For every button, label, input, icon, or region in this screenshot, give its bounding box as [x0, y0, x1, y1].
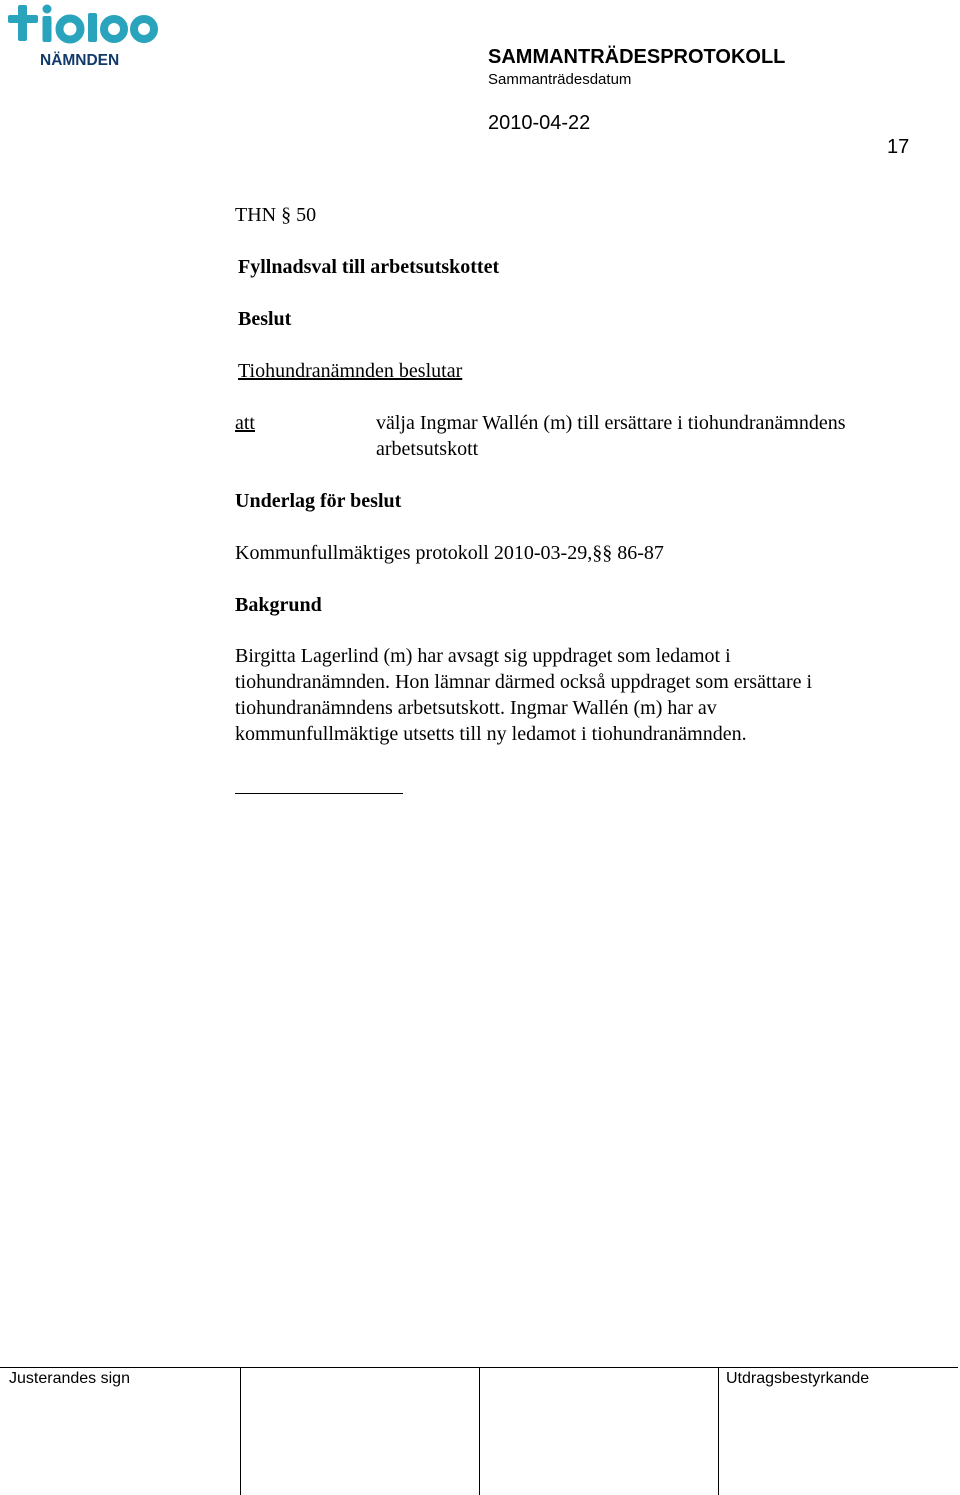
footer-divider — [479, 1367, 480, 1495]
background-heading: Bakgrund — [235, 594, 322, 616]
document-title: SAMMANTRÄDESPROTOKOLL — [488, 46, 786, 68]
section-heading: Fyllnadsval till arbetsutskottet — [238, 256, 500, 278]
decision-intro: Tiohundranämnden beslutar — [238, 360, 463, 382]
background-line: Birgitta Lagerlind (m) har avsagt sig uppdraget som ledamot i — [235, 645, 731, 667]
footer-divider — [718, 1367, 719, 1495]
footer-certification-label: Utdragsbestyrkande — [726, 1370, 870, 1387]
logo-subtitle: NÄMNDEN — [40, 52, 120, 69]
footer-signature-label: Justerandes sign — [9, 1370, 130, 1387]
tio100-logo — [6, 2, 164, 70]
section-reference: THN § 50 — [235, 204, 317, 226]
page-number: 17 — [887, 136, 910, 158]
decision-marker: att — [235, 412, 255, 434]
background-line: tiohundranämnden. Hon lämnar därmed också uppdraget som ersättare i — [235, 671, 813, 693]
meeting-date-label: Sammanträdesdatum — [488, 71, 632, 88]
basis-text: Kommunfullmäktiges protokoll 2010-03-29,§§ 86-87 — [235, 542, 664, 564]
background-line: tiohundranämndens arbetsutskott. Ingmar Wallén (m) har av — [235, 697, 717, 719]
basis-heading: Underlag för beslut — [235, 490, 402, 512]
decision-line: välja Ingmar Wallén (m) till ersättare i tiohundranämndens — [376, 412, 846, 434]
decision-heading: Beslut — [238, 308, 292, 330]
decision-text — [376, 410, 846, 462]
footer-divider — [240, 1367, 241, 1495]
meeting-date-value: 2010-04-22 — [488, 112, 591, 134]
background-line: kommunfullmäktige utsetts till ny ledamot i tiohundranämnden. — [235, 723, 747, 745]
decision-line: arbetsutskott — [376, 438, 479, 460]
end-rule — [235, 793, 403, 794]
background-paragraph — [235, 643, 925, 747]
